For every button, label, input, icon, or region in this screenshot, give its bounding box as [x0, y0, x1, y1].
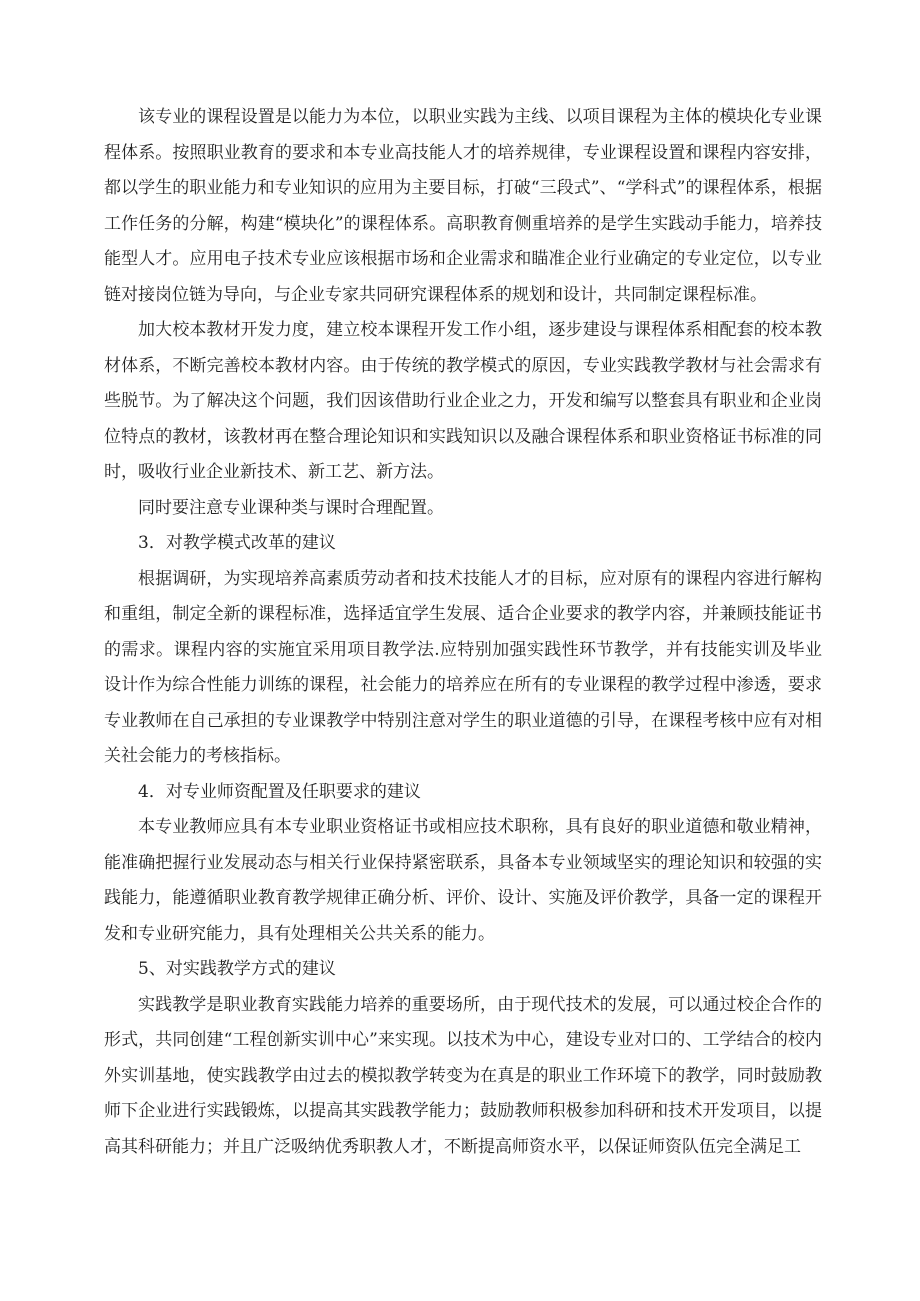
section-heading-teacher-requirements: 4．对专业师资配置及任职要求的建议	[138, 781, 421, 802]
paragraph-practice-teaching: 实践教学是职业教育实践能力培养的重要场所，由于现代技术的发展，可以通过校企合作的形式，共同创建“工程创新实训中心”来实现。以技术为中心，建设专业对口的、工学结合的校内外实训基地，使实践教学由过去的模拟教学转变为在真是的职业工作环境下的教学，同时鼓励教师下企业进行实践锻炼，以提高其实践教学能力；鼓励教师积极参加科研和技术开发项目，以提高其科研能力；并且广泛吸纳优秀职教人才，不断提高师资水平，以保证师资队伍完全满足工	[104, 994, 822, 1157]
section-heading-practice-teaching: 5、对实践教学方式的建议	[138, 959, 336, 979]
paragraph-course-allocation: 同时要注意专业课种类与课时合理配置。	[138, 497, 444, 518]
document-body	[104, 100, 822, 1165]
section-heading-teaching-mode: 3．对教学模式改革的建议	[138, 533, 336, 553]
paragraph-teaching-mode: 根据调研，为实现培养高素质劳动者和技术技能人才的目标，应对原有的课程内容进行解构和重组，制定全新的课程标准，选择适宜学生发展、适合企业要求的教学内容，并兼顾技能证书的需求。课程内容的实施宜采用项目教学法.应特别加强实践性环节教学，并有技能实训及毕业设计作为综合性能力训练的课程，社会能力的培养应在所有的专业课程的教学过程中渗透，要求专业教师在自己承担的专业课教学中特别注意对学生的职业道德的引导，在课程考核中应有对相关社会能力的考核指标。	[104, 568, 822, 766]
paragraph-teacher-requirements: 本专业教师应具有本专业职业资格证书或相应技术职称，具有良好的职业道德和敬业精神，能准确把握行业发展动态与相关行业保持紧密联系，具备本专业领域坚实的理论知识和较强的实践能力，能遵循职业教育教学规律正确分析、评价、设计、实施及评价教学，具备一定的课程开发和专业研究能力，具有处理相关公共关系的能力。	[104, 817, 822, 944]
paragraph-curriculum-design: 该专业的课程设置是以能力为本位，以职业实践为主线、以项目课程为主体的模块化专业课程体系。按照职业教育的要求和本专业高技能人才的培养规律，专业课程设置和课程内容安排，都以学生的职业能力和专业知识的应用为主要目标，打破“三段式”、“学科式”的课程体系，根据工作任务的分解，构建“模块化”的课程体系。高职教育侧重培养的是学生实践动手能力，培养技能型人才。应用电子技术专业应该根据市场和企业需求和瞄准企业行业确定的专业定位，以专业链对接岗位链为导向，与企业专家共同研究课程体系的规划和设计，共同制定课程标准。	[104, 107, 822, 305]
paragraph-textbook-development: 加大校本教材开发力度，建立校本课程开发工作小组，逐步建设与课程体系相配套的校本教材体系，不断完善校本教材内容。由于传统的教学模式的原因，专业实践教学教材与社会需求有些脱节。为了解决这个问题，我们因该借助行业企业之力，开发和编写以整套具有职业和企业岗位特点的教材，该教材再在整合理论知识和实践知识以及融合课程体系和职业资格证书标准的同时，吸收行业企业新技术、新工艺、新方法。	[104, 320, 822, 482]
